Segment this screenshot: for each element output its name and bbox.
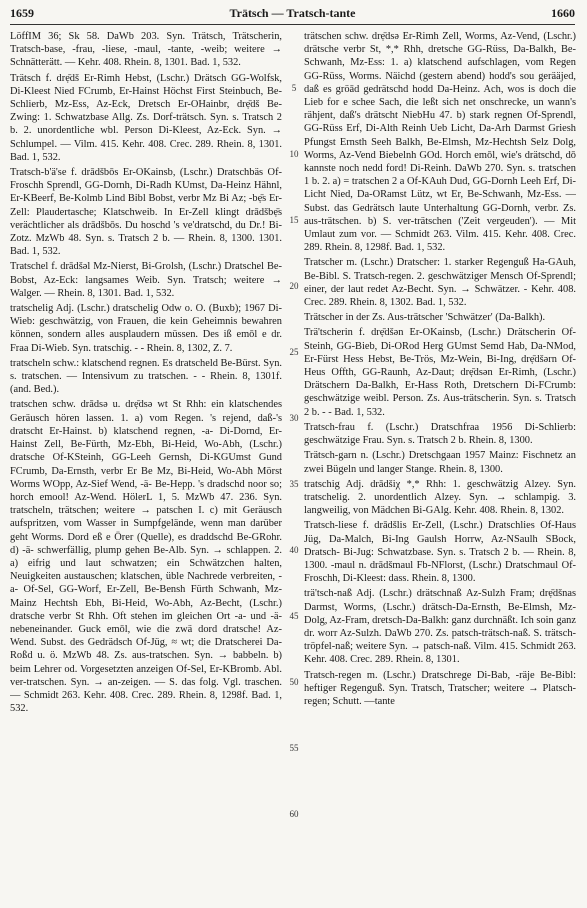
line-number: 45 <box>289 610 299 621</box>
line-number: 5 <box>291 82 297 93</box>
line-number: 50 <box>289 676 299 687</box>
dictionary-entry: Trätsch f. drẹ̄dš Er-Rimh Hebst, (Lschr.) Drätsch GG-Wolfsk, Di-Kleest Nied FCrumb, Er-Hainst Höchst First Steinbuch, Be-Schlierb, Mz-Ess, Az-Eck, Dretsch Er-OHainbr, drẹ̄dš Be-Zwing: 1. Schwatzbase Allg. Zs. Dorf-trätsch. Syn. s. Tratsch 2 b. 2. unordentliche wbl. Person Di-Kleest, Az-Eck. Syn. → Schlumpel. — Vilm. 415. Kehr. 408. Crec. 289. Rhein. 8, 1301. Bad. 1, 532. <box>10 72 282 163</box>
line-number: 40 <box>289 544 299 555</box>
dictionary-entry: tratschen schw. drādsə u. drẹ̄dsə wt St Rhh: ein klatschendes Geräusch hören lassen. 1. a) vom Regen. 's rejend, daß-'s dratscht Er-Hainst. b) klatschend regnen, -a- Di-Dornd, Er-Hainst Zell, Be-Fürth, Mz-Ebh, Bi-Heid, Wo-Abh, (Lschr.) dratsche Of-KSteinh, GG-Leeh Gernsh, Di-KGUmst Gund FCrumb, Da-Ernsth, verbr Er Be Mz, Bi-Heid, Wo-Abh Mörst Worms WOpp, Az-Sief Wend, -ä- Be-Hepp. 's dradschd noor so; horch emool! Az-Wend. HölerL 1, 5. MzWb 47. 236. Syn. tratscheln, trätschen; weitere → patschen I. c) mit Geräusch aufspritzen, vom Wasser in Sumpfgelände, wenn man darüber geht Worms. Dord eß e Örer (Quelle), es draddschd Be-GRohr. d) -ä- schwerfällig, plump gehen Be-Alb. Syn. → schlappen. 2. a) eifrig und laut schwatzen; ein Schwätzchen halten, Neuigkeiten austauschen; klatschen, üble Nachrede verbreiten, -a- Of-Sel, GG-Worf, Er-Zell, Be-Bensh Fürth Schwanh, Mz-Mainz Hechtsh Ebh, Bi-Heid, Wo-Abh, Az-Becht, (Lschr.) dratsche verbr St Rhh. Oft stehen im gleichen Ort -a- und -ä- nebeneinander. Guck emōl, wie die zwä dord dratsche! Az-Wend. Subst. des Gedrädsch Of-Jüg, ≈ wt; die Dratscherei Da-Roßd u. ö. MzWb 48. Zs. aus-tratschen. Syn. → babbeln. b) beim Lehrer od. Vorgesetzten anzeigen Of-Sel, Er-KBromb. Abl. ver-tratschen. Syn. → an-zeigen. — S. das folg. Vgl. traschen. — Schmidt 263. Kehr. 408. Crec. 289. Rhein. 8, 1298f. Bad. 1, 532. <box>10 399 282 715</box>
line-number: 10 <box>289 148 299 159</box>
dictionary-entry: Trätscher in der Zs. Aus-trätscher 'Schwätzer' (Da-Balkh). <box>304 312 546 324</box>
dictionary-entry: Tratschel f. drādšəl Mz-Nierst, Bi-Grolsh, (Lschr.) Dratschel Be-Bobst, Az-Eck: langsames Weib. Syn. Tratsch; weitere → Walger. — Rhein. 8, 1301. Bad. 1, 532. <box>10 261 282 299</box>
line-number: 15 <box>289 214 299 225</box>
line-number: 60 <box>289 808 299 819</box>
line-number-gutter <box>286 30 302 902</box>
line-number: 55 <box>289 742 299 753</box>
page-header <box>10 6 575 24</box>
dictionary-entry: LöffIM 36; Sk 58. DaWb 203. Syn. Trätsch, Trätscherin, Tratsch-base, -frau, -liese, -maul, -tante, -weib; weitere → Schnätterätt. — Kehr. 408. Rhein. 8, 1301. Bad. 1, 532. <box>10 31 282 69</box>
page-number-left: 1659 <box>10 6 34 20</box>
page-number-right: 1660 <box>551 6 575 20</box>
dictionary-entry: trä'tsch-naß Adj. (Lschr.) drätschnaß Az-Sulzh Fram; drẹ̄dšnas Darmst, Worms, (Lschr.) drätsch-Da-Ernsth, Be-Elmsh, Mz-Dolg, Az-Fram, dretsch-Da-Balkh: ganz durchnäßt. Ich soin ganz dr. worr Az-Sulzh. DaWb 270. Zs. patsch-trätsch-naß. S. trätsch-tröpfel-naß; weitere Syn. → patsch-naß. Vilm. 415. Schmidt 263. Kehr. 408. Crec. 289. Rhein. 8, 1301. <box>304 588 576 666</box>
dictionary-entry: tratscheln schw.: klatschend regnen. Es dratscheld Be-Bürst. Syn. s. tratschen. — Intensivum zu tratschen. - - Rhein. 8, 1301f. (and. Bed.). <box>10 357 282 396</box>
line-number: 35 <box>289 478 299 489</box>
right-column <box>304 30 576 902</box>
line-number: 30 <box>289 412 299 423</box>
dictionary-entry: Trätsch-garn n. (Lschr.) Dretschgaan 1957 Mainz: Fischnetz an zwei Bügeln und langer Stange. Rhein. 8, 1300. <box>304 450 576 475</box>
dictionary-entry: Tratscher m. (Lschr.) Dratscher: 1. starker Regenguß Ha-GAuh, Be-Bibl. S. Tratsch-regen. 2. geschwätziger Mensch Of-Sprendl; einer, der laut redet Az-Becht. Syn. → Schwätzer. - Kehr. 408. Crec. 289. Rhein. 8, 1302. Bad. 1, 532. <box>304 257 576 309</box>
left-column <box>10 30 282 902</box>
dictionary-entry: Trä'tscherin f. drẹ̄dšən Er-OKainsb, (Lschr.) Drätscherin Of-Steinh, GG-Bieb, Di-ORod Herg GUmst Semd Hab, Da-NMod, Er-Fürst Hess Hebst, Be-Trös, Mz-Wein, Bi-Ing, drẹ̄dšərn Of-Heus Offth, GG-Raunh, Az-Daut; drẹ̄dsən Er-Rimh, (Lschr.) Drätschern Da-Balkh, Er-Hass Roth, Dretschern Di-FCrumb: geschwätzige weibl. Person. Zs. Aus-trätscherin. Syn. s. Tratsch 2 b. - - Bad. 1, 532. <box>304 327 576 418</box>
line-number: 25 <box>289 346 299 357</box>
dictionary-entry: tratschig Adj. drādšiχ *,* Rhh: 1. geschwätzig Alzey. Syn. tratschelig. 2. unordentlich Alzey. Syn. → schlampig. 3. langweilig, von Mädchen Bi-GAlg. Kehr. 408. Rhein. 8, 1302. <box>304 478 576 517</box>
dictionary-entry: trätschen schw. drẹ̄dsə Er-Rimh Zell, Worms, Az-Vend, (Lschr.) drätsche verbr St, *,* Rhh, dretsche GG-Rüss, Da-Balkh, Be-Schwanh, Mz-Ess: 1. a) klatschend aufschlagen, vom Regen GG-Rüss, Worms. Näichd (gestern abend) hodd's sou gerääjed, daß es gröād gedrätschd hodd Da-Heinz. Ach, wos is doch die Lieb for e schee Sach, die leßt sich net onschrecke, un wann's rähjent, daß's drätscht NiebHu 47. b) stark regnen Of-Sprendl, GG-Rüss Erf, Di-Alth Reinh Ueb Licht, Da-Arh Darmst Griesh Pfungst Ernsth Seeh Balkh, Be-Elmsh, Mz-Hechtsh Selz Dolg, Worms, Az-Vend Biebelnh GOd. Horch emōl, wie's drätschd, dō kannste noch nedd ford! Di-Reinh. DaWb 270. Syn. s. tratschen 1 b. 2. a) = tratschen 2 a Of-KAuh Dud, GG-Dornh Leeh Erf, Di-Licht Nied, Da-ORamst Lütz, wt Er, Be-Schwanh, Mz-Ess. — Subst. das Gedrätsch laute Unterhaltung GG-Dornh, verbr. Zs. aus-trätschen. b) S. ver-trätschen ('Zeit vergeuden'). — Mit Umlaut zum vor. — Schmidt 263. Vilm. 415. Kehr. 408. Crec. 289. Rhein. 8, 1298f. Bad. 1, 532. <box>304 31 576 254</box>
dictionary-entry: Tratsch-regen m. (Lschr.) Dratschrege Di-Bab, -räje Be-Bibl: heftiger Regenguß. Syn. Tratsch, Tratscher; weitere → Platsch-regen; Schutt. —tante <box>304 669 576 707</box>
header-rule <box>10 24 575 25</box>
dictionary-entry: Tratsch-liese f. drādšlis Er-Zell, (Lschr.) Dratschlies Of-Haus Jüg, Da-Malch, Bi-Ing Gaulsh Horrw, Az-NSaulh SBock, Dratsch- Bi-Jug: Schwatzbase. Syn. s. Tratsch 2 b. — Rhein. 8, 1300. -maul n. drādšmaul Fb-NFlorst, (Lschr.) Dratschmaul Of-Froschh, Di-Kleest: dass. Rhein. 8, 1300. <box>304 520 576 585</box>
dictionary-entry: tratschelig Adj. (Lschr.) dratschelig Odw o. O. (Buxb); 1967 Di-Wieb: geschwätzig, von Frauen, die kein Geheimnis bewahren können, sondern alles ausplaudern müssen. Des iß emōl e dr. Fraa Di-Wieb. Syn. tratschig. - - Rhein. 8, 1302, Z. 7. <box>10 303 282 354</box>
dictionary-entry: Tratsch-b'ä'se f. drādšbōs Er-OKainsb, (Lschr.) Dratschbäs Of-Froschh Sprendl, GG-Dornh, Di-Radh KUmst, Da-Heinz Hähnl, Er-KBeerf, Be-Kolmb Lind Bibl Bobst, verbr Mz Bi Az; -bẹ̄s Er-Zell: Plaudertasche; Klatschweib. In Er-Zell klingt drādšbẹ̄s verächtlicher als drādšbōs. Du hoschd 's ve'dratschd, du Dr.! Bi-Zotz. MzWb 48. Syn. s. Tratsch 2 b. — Rhein. 8, 1300. 1301. Bad. 1, 532. <box>10 167 282 258</box>
running-head: Trätsch — Tratsch-tante <box>229 6 356 20</box>
line-number: 20 <box>289 280 299 291</box>
dictionary-entry: Tratsch-frau f. (Lschr.) Dratschfraa 1956 Di-Schlierb: geschwätzige Frau. Syn. s. Tratsch 2 b. Rhein. 8, 1300. <box>304 421 576 447</box>
